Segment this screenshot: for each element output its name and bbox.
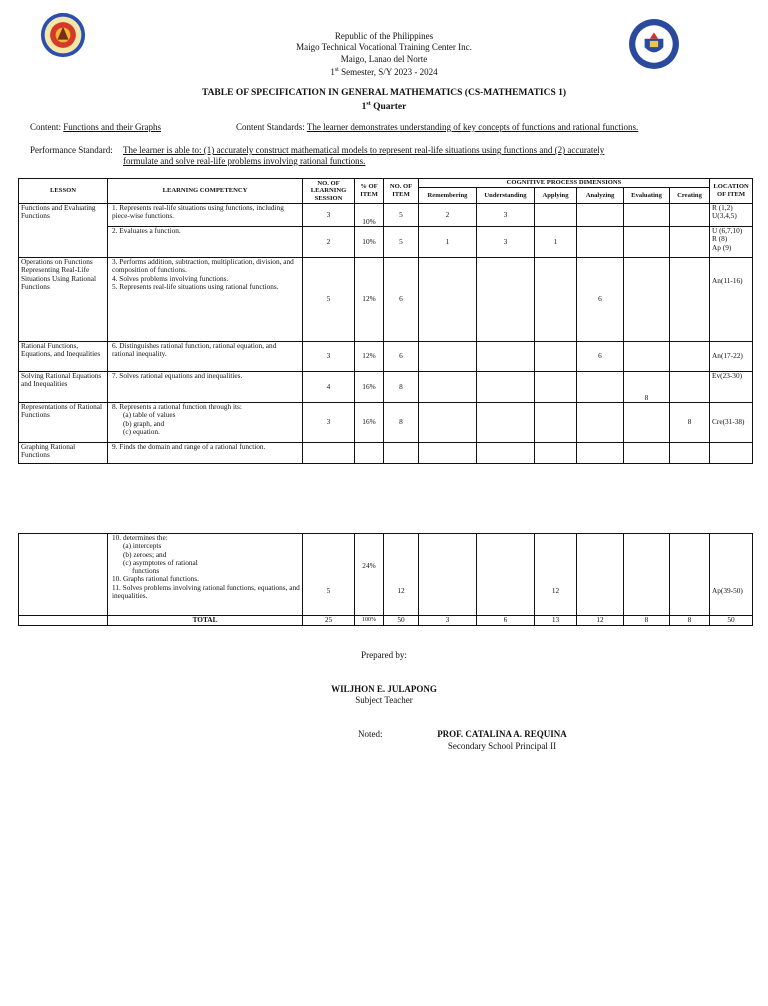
sessions-cell: 3 (303, 342, 355, 372)
lesson-cell: Operations on Functions Representing Real-Life Situations Using Rational Functions (19, 258, 108, 342)
principal-role: Secondary School Principal II (447, 741, 557, 751)
items-cell: 6 (384, 342, 419, 372)
total-sessions: 25 (303, 616, 355, 626)
lesson-cell: Functions and Evaluating Functions (19, 204, 108, 258)
header-line-semester: 1st Semester, S/Y 2023 - 2024 (330, 66, 438, 77)
specification-table-continued (18, 533, 753, 626)
sessions-cell: 4 (303, 372, 355, 403)
header-competency: LEARNING COMPETENCY (108, 179, 303, 204)
competency-cell: 3. Performs addition, subtraction, multiplication, division, and composition of functions. 4. Solves problems involving functions. 5. Represents real-life situations using rational functions. (108, 258, 303, 342)
analyzing-cell: 6 (577, 342, 624, 372)
sessions-cell: 5 (303, 258, 355, 342)
competency-cell: 9. Finds the domain and range of a rational function. (108, 443, 303, 464)
table-row (19, 443, 753, 464)
header-remembering: Remembering (419, 188, 477, 204)
applying-cell: 1 (535, 227, 577, 258)
document-title (0, 88, 768, 113)
lesson-cell: Rational Functions, Equations, and Inequalities (19, 342, 108, 372)
sessions-cell: 3 (303, 403, 355, 443)
performance-standard-text: The learner is able to: (1) accurately construct mathematical models to represent real-life situations using functions and (2) accurately formulate and solve real-life problems involving rational functions. (123, 145, 605, 166)
pct-cell: 12% (355, 258, 384, 342)
remembering-cell: 1 (419, 227, 477, 258)
location-cell: An(17-22) (710, 342, 753, 372)
table-row (19, 258, 753, 342)
total-items: 50 (384, 616, 419, 626)
analyzing-cell: 6 (577, 258, 624, 342)
header-pct: % OF ITEM (355, 179, 384, 204)
header-understanding: Understanding (477, 188, 535, 204)
content-standards-value: The learner demonstrates understanding of key concepts of functions and rational functions. (306, 122, 639, 132)
table-row (19, 534, 753, 616)
sessions-cell: 5 (303, 534, 355, 616)
specification-table (18, 178, 753, 464)
content-standards-line: Content Standards: The learner demonstrates understanding of key concepts of functions and rational functions. (236, 122, 639, 132)
total-applying: 13 (535, 616, 577, 626)
content-value: Functions and their Graphs (63, 122, 161, 132)
total-creating: 8 (670, 616, 710, 626)
pct-cell: 12% (355, 342, 384, 372)
remembering-cell: 2 (419, 204, 477, 227)
competency-cell: 2. Evaluates a function. (108, 227, 303, 258)
items-cell: 5 (384, 227, 419, 258)
sessions-cell: 3 (303, 204, 355, 227)
teacher-role: Subject Teacher (355, 695, 413, 705)
table-row (19, 227, 753, 258)
content-line: Content: Functions and their Graphs (30, 122, 161, 132)
total-pct: 100% (355, 616, 384, 626)
total-label: TOTAL (108, 616, 303, 626)
school-header (0, 31, 768, 78)
items-cell: 8 (384, 403, 419, 443)
header-applying: Applying (535, 188, 577, 204)
competency-cell: 10. determines the: (a) intercepts (b) zeroes; and (c) asymptotes of rational functions 10. Graphs rational functions. 11. Solves problems involving rational functions, equations, and inequalities. (108, 534, 303, 616)
location-cell: R (1,2) U(3,4,5) (710, 204, 753, 227)
table-row (19, 403, 753, 443)
items-cell: 8 (384, 372, 419, 403)
applying-cell: 12 (535, 534, 577, 616)
header-line-address: Maigo, Lanao del Norte (340, 53, 428, 64)
header-creating: Creating (670, 188, 710, 204)
total-analyzing: 12 (577, 616, 624, 626)
pct-cell: 16% (355, 403, 384, 443)
title-quarter: 1st Quarter (361, 101, 407, 113)
competency-cell: 6. Distinguishes rational function, rational equation, and rational inequality. (108, 342, 303, 372)
total-evaluating: 8 (624, 616, 670, 626)
understanding-cell: 3 (477, 227, 535, 258)
total-location: 50 (710, 616, 753, 626)
location-cell: Cre(31-38) (710, 403, 753, 443)
header-cognitive: COGNITIVE PROCESS DIMENSIONS (419, 179, 710, 188)
items-cell: 12 (384, 534, 419, 616)
competency-cell: 8. Represents a rational function through its: (a) table of values (b) graph, and (c) equation. (108, 403, 303, 443)
understanding-cell: 3 (477, 204, 535, 227)
noted-label: Noted: (358, 729, 383, 739)
header-line-school: Maigo Technical Vocational Training Center Inc. (296, 42, 472, 53)
pct-cell: 10% (355, 227, 384, 258)
teacher-name: WILJHON E. JULAPONG (331, 684, 437, 694)
lesson-cell: Graphing Rational Functions (19, 443, 108, 464)
header-evaluating: Evaluating (624, 188, 670, 204)
pct-cell: 10% (355, 204, 384, 227)
competency-cell: 1. Represents real-life situations using functions, including piece-wise functions. (108, 204, 303, 227)
pct-cell: 16% (355, 372, 384, 403)
items-cell: 6 (384, 258, 419, 342)
header-lesson: LESSON (19, 179, 108, 204)
lesson-cell: Solving Rational Equations and Inequalities (19, 372, 108, 403)
competency-cell: 7. Solves rational equations and inequalities. (108, 372, 303, 403)
performance-standard-label: Performance Standard: (30, 145, 113, 155)
prepared-by-label: Prepared by: (361, 650, 407, 660)
header-items: NO. OF ITEM (384, 179, 419, 204)
location-cell: Ev(23-30) (710, 372, 753, 403)
creating-cell: 8 (670, 403, 710, 443)
pct-cell: 24% (355, 534, 384, 616)
table-row (19, 342, 753, 372)
total-understanding: 6 (477, 616, 535, 626)
header-analyzing: Analyzing (577, 188, 624, 204)
items-cell: 5 (384, 204, 419, 227)
header-location: LOCATION OF ITEM (710, 179, 753, 204)
total-remembering: 3 (419, 616, 477, 626)
principal-name: PROF. CATALINA A. REQUINA (437, 729, 567, 739)
sessions-cell: 2 (303, 227, 355, 258)
lesson-cell: Representations of Rational Functions (19, 403, 108, 443)
location-cell: Ap(39-50) (710, 534, 753, 616)
location-cell: U (6,7,10) R (8) Ap (9) (710, 227, 753, 258)
header-line-republic: Republic of the Philippines (334, 31, 434, 41)
table-row (19, 372, 753, 403)
total-row (19, 616, 753, 626)
title-main: TABLE OF SPECIFICATION IN GENERAL MATHEMATICS (CS-MATHEMATICS 1) (201, 88, 567, 98)
location-cell: An(11-16) (710, 258, 753, 342)
evaluating-cell: 8 (624, 372, 670, 403)
header-sessions: NO. OF LEARNING SESSION (303, 179, 355, 204)
table-row (19, 204, 753, 227)
